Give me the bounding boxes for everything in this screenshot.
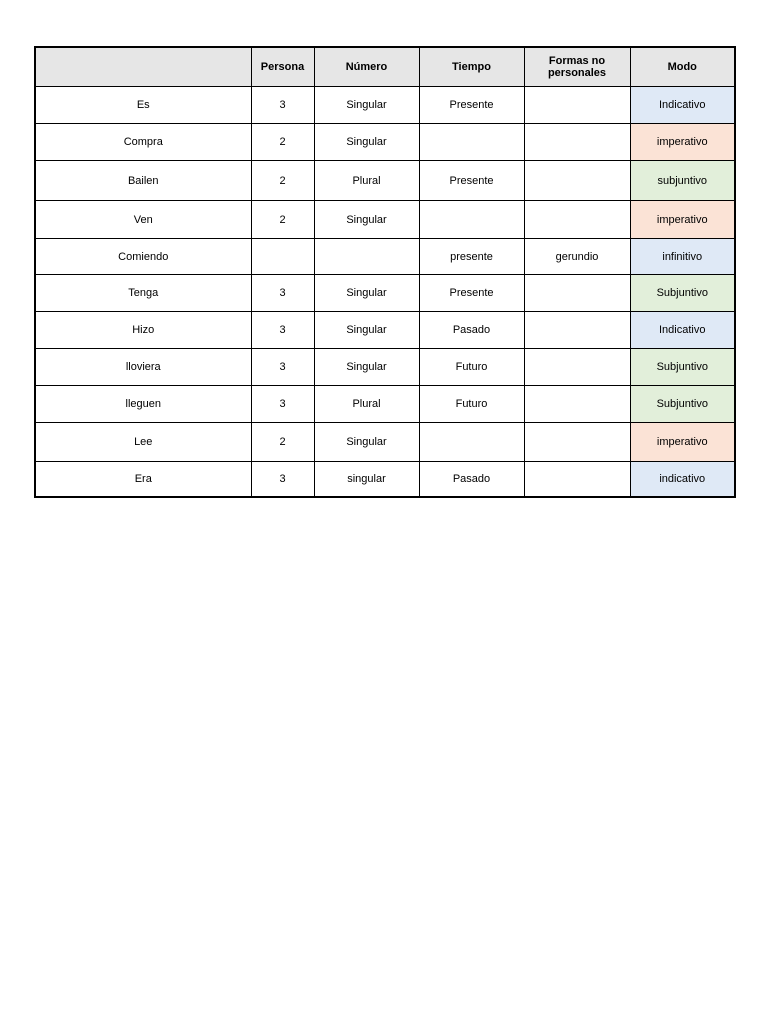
verb-cell: Hizo	[35, 312, 251, 349]
verb-cell: Tenga	[35, 275, 251, 312]
formas-cell	[524, 386, 630, 423]
header-numero: Número	[314, 47, 419, 87]
verb-cell: Compra	[35, 124, 251, 161]
modo-cell: indicativo	[630, 462, 735, 497]
header-persona: Persona	[251, 47, 314, 87]
tiempo-cell: Futuro	[419, 386, 524, 423]
formas-cell	[524, 275, 630, 312]
tiempo-cell	[419, 201, 524, 239]
modo-cell: imperativo	[630, 423, 735, 462]
table-row	[35, 87, 735, 124]
verb-conjugation-table	[34, 46, 736, 498]
table-header	[35, 47, 735, 87]
persona-cell: 3	[251, 349, 314, 386]
numero-cell: Singular	[314, 349, 419, 386]
table-body	[35, 87, 735, 497]
table-row	[35, 201, 735, 239]
verb-cell: Bailen	[35, 161, 251, 201]
verb-cell: Es	[35, 87, 251, 124]
table-row	[35, 386, 735, 423]
formas-cell	[524, 161, 630, 201]
numero-cell: singular	[314, 462, 419, 497]
numero-cell: Singular	[314, 423, 419, 462]
tiempo-cell: Pasado	[419, 312, 524, 349]
verb-cell: Comiendo	[35, 239, 251, 275]
numero-cell: Singular	[314, 124, 419, 161]
formas-cell	[524, 87, 630, 124]
table-row	[35, 161, 735, 201]
modo-cell: subjuntivo	[630, 161, 735, 201]
modo-cell: imperativo	[630, 201, 735, 239]
formas-cell: gerundio	[524, 239, 630, 275]
tiempo-cell: Presente	[419, 275, 524, 312]
tiempo-cell: Pasado	[419, 462, 524, 497]
numero-cell: Singular	[314, 201, 419, 239]
verb-cell: Era	[35, 462, 251, 497]
table-row	[35, 275, 735, 312]
header-row	[35, 47, 735, 87]
modo-cell: Subjuntivo	[630, 349, 735, 386]
modo-cell: imperativo	[630, 124, 735, 161]
persona-cell: 3	[251, 462, 314, 497]
numero-cell: Singular	[314, 87, 419, 124]
persona-cell: 3	[251, 275, 314, 312]
table-row	[35, 462, 735, 497]
persona-cell: 3	[251, 87, 314, 124]
tiempo-cell: Futuro	[419, 349, 524, 386]
numero-cell	[314, 239, 419, 275]
formas-cell	[524, 201, 630, 239]
persona-cell: 3	[251, 386, 314, 423]
tiempo-cell: Presente	[419, 87, 524, 124]
header-tiempo: Tiempo	[419, 47, 524, 87]
verb-cell: Lee	[35, 423, 251, 462]
numero-cell: Plural	[314, 161, 419, 201]
table-row	[35, 423, 735, 462]
verb-cell: Ven	[35, 201, 251, 239]
formas-cell	[524, 349, 630, 386]
verb-cell: lleguen	[35, 386, 251, 423]
persona-cell	[251, 239, 314, 275]
formas-cell	[524, 124, 630, 161]
formas-cell	[524, 312, 630, 349]
numero-cell: Singular	[314, 275, 419, 312]
header-formas-no-personales: Formas no personales	[524, 47, 630, 87]
persona-cell: 3	[251, 312, 314, 349]
table-row	[35, 349, 735, 386]
tiempo-cell	[419, 124, 524, 161]
tiempo-cell	[419, 423, 524, 462]
modo-cell: Subjuntivo	[630, 386, 735, 423]
verb-cell: lloviera	[35, 349, 251, 386]
modo-cell: Indicativo	[630, 312, 735, 349]
tiempo-cell: Presente	[419, 161, 524, 201]
header-modo: Modo	[630, 47, 735, 87]
modo-cell: Subjuntivo	[630, 275, 735, 312]
formas-cell	[524, 423, 630, 462]
formas-cell	[524, 462, 630, 497]
persona-cell: 2	[251, 124, 314, 161]
table-row	[35, 312, 735, 349]
numero-cell: Singular	[314, 312, 419, 349]
modo-cell: Indicativo	[630, 87, 735, 124]
table-row	[35, 124, 735, 161]
persona-cell: 2	[251, 201, 314, 239]
header-verb	[35, 47, 251, 87]
persona-cell: 2	[251, 161, 314, 201]
modo-cell: infinitivo	[630, 239, 735, 275]
numero-cell: Plural	[314, 386, 419, 423]
table-row	[35, 239, 735, 275]
tiempo-cell: presente	[419, 239, 524, 275]
persona-cell: 2	[251, 423, 314, 462]
